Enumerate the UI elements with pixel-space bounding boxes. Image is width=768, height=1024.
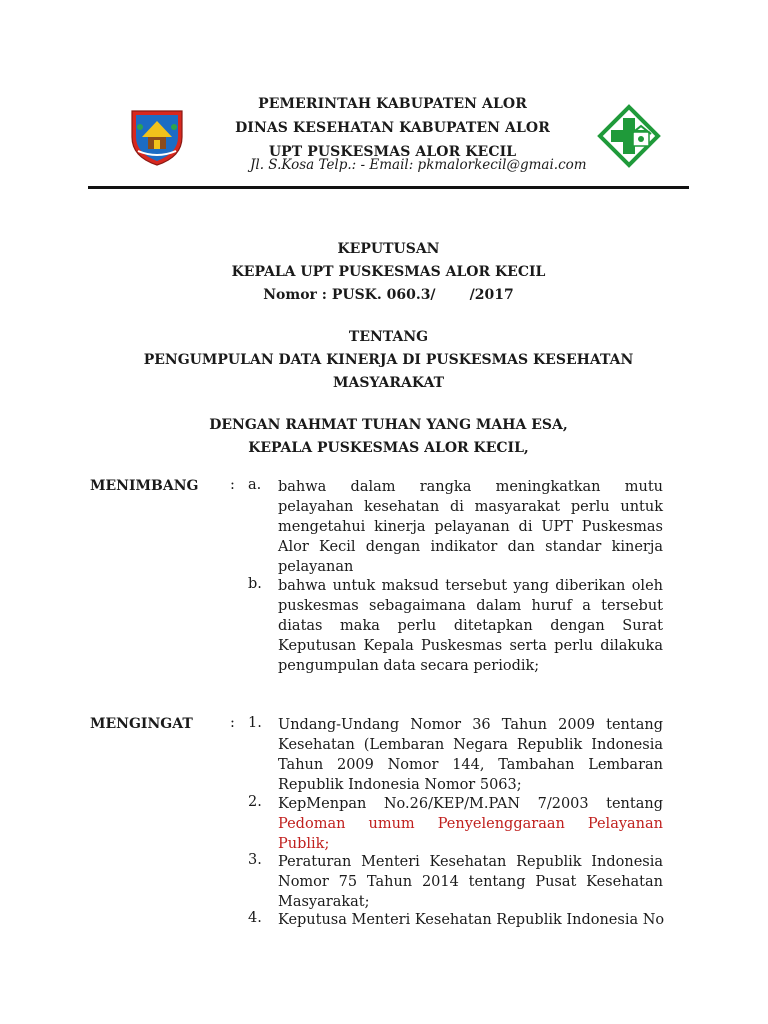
item-text (278, 576, 663, 676)
text-line: pelayanan (278, 559, 354, 575)
subject-line-2: MASYARAKAT (332, 375, 445, 391)
text-line: mengetahui kinerja pelayanan di UPT Puskesmas (278, 519, 663, 535)
item-text (278, 715, 663, 795)
text-line: bahwa untuk maksud tersebut yang diberikan oleh (278, 578, 663, 594)
letterhead-puskesmas: UPT PUSKESMAS ALOR KECIL (268, 144, 517, 160)
menimbang-label: MENIMBANG (90, 478, 199, 494)
text-line: Tahun 2009 Nomor 144, Tambahan Lembaran (278, 757, 663, 773)
mengingat-label: MENGINGAT (90, 716, 193, 732)
item-text (278, 477, 663, 577)
text-line: Peraturan Menteri Kesehatan Republik Indonesia (278, 854, 663, 870)
item-number: 2. (248, 794, 262, 810)
text-line-highlighted: Pedoman umum Penyelenggaraan Pelayanan (278, 816, 663, 832)
text-line: pelayahan kesehatan di masyarakat perlu untuk (278, 499, 663, 515)
letterhead (190, 92, 595, 173)
preamble-block (88, 414, 689, 460)
item-number: b. (248, 576, 262, 592)
letterhead-department: DINAS KESEHATAN KABUPATEN ALOR (235, 120, 550, 136)
text-line: puskesmas sebagaimana dalam huruf a tersebut (278, 598, 663, 614)
item-number: 3. (248, 852, 262, 868)
decision-number: Nomor : PUSK. 060.3/ /2017 (263, 287, 514, 303)
text-line: Undang-Undang Nomor 36 Tahun 2009 tentang (278, 717, 663, 733)
item-text (278, 852, 663, 912)
preamble-line-2: KEPALA PUSKESMAS ALOR KECIL, (248, 440, 529, 456)
item-text (278, 794, 663, 854)
item-number: 4. (248, 910, 262, 926)
text-line: Masyarakat; (278, 894, 370, 910)
text-line: Kesehatan (Lembaran Negara Republik Indonesia (278, 737, 663, 753)
item-number: a. (248, 477, 262, 493)
puskesmas-logo-icon (597, 104, 661, 168)
text-line: pengumpulan data secara periodik; (278, 658, 540, 674)
item-text (278, 910, 663, 930)
decision-title: KEPUTUSAN (337, 241, 440, 257)
preamble-line-1: DENGAN RAHMAT TUHAN YANG MAHA ESA, (209, 417, 568, 433)
text-line: Alor Kecil dengan indikator dan standar kinerja (278, 539, 663, 555)
subject-line-1: PENGUMPULAN DATA KINERJA DI PUSKESMAS KESEHATAN (143, 352, 634, 368)
item-number: 1. (248, 715, 262, 731)
text-line-highlighted: Publik; (278, 836, 330, 852)
text-line: bahwa dalam rangka meningkatkan mutu (278, 479, 663, 495)
letterhead-address: Jl. S.Kosa Telp.: - Email: pkmalorkecil@gmai.com (250, 157, 587, 173)
letterhead-government: PEMERINTAH KABUPATEN ALOR (258, 96, 527, 112)
decision-issuer: KEPALA UPT PUSKESMAS ALOR KECIL (231, 264, 546, 280)
decision-title-block (88, 238, 689, 307)
kabupaten-alor-emblem-icon (126, 107, 188, 167)
text-line: Keputusa Menteri Kesehatan Republik Indonesia No (278, 912, 665, 928)
text-line: diatas maka perlu ditetapkan dengan Surat (278, 618, 663, 634)
letterhead-divider (88, 186, 689, 189)
mengingat-colon: : (230, 715, 235, 731)
subject-label: TENTANG (348, 329, 429, 345)
subject-block (88, 326, 689, 395)
text-line: Nomor 75 Tahun 2014 tentang Pusat Kesehatan (278, 874, 663, 890)
menimbang-colon: : (230, 477, 235, 493)
text-line: Keputusan Kepala Puskesmas serta perlu dilakuka (278, 638, 663, 654)
text-line: Republik Indonesia Nomor 5063; (278, 777, 522, 793)
text-line: KepMenpan No.26/KEP/M.PAN 7/2003 tentang (278, 796, 663, 812)
